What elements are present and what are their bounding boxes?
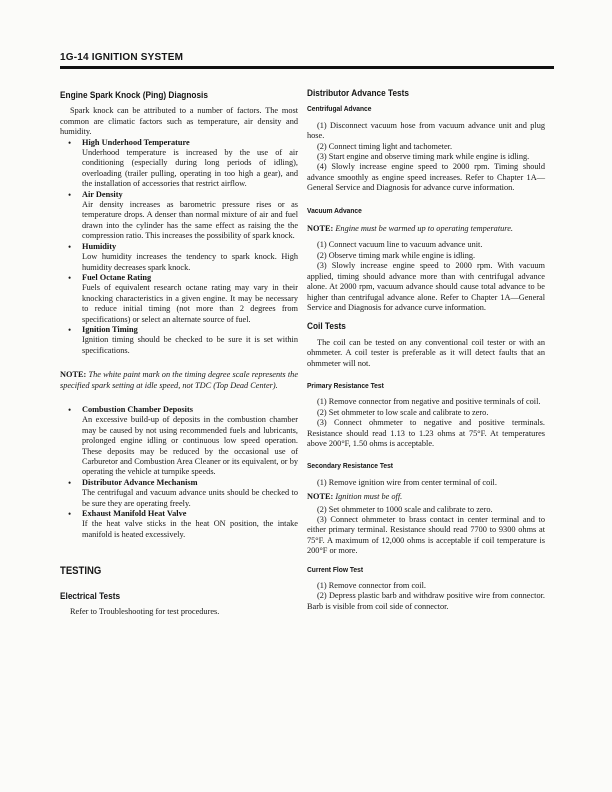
right-column	[307, 84, 545, 612]
timing-note	[60, 370, 298, 391]
electrical-tests-text: Refer to Troubleshooting for test procedures.	[70, 607, 220, 617]
vacuum-step: (3) Slowly increase engine speed to 2000 rpm. With vacuum applied, timing should advance more than with centrifugal advance alone. At 2000 rpm, vacuum advance should cause total advance to be higher than centrifugal advance alone. Refer to Chapter 1A—General Service and Diagnosis for advance curve information.	[307, 261, 545, 312]
list-item-text: The centrifugal and vacuum advance units should be checked to be sure they are operating freely.	[82, 488, 298, 508]
secondary-step: (2) Set ohmmeter to 1000 scale and calibrate to zero.	[317, 504, 493, 514]
list-item	[60, 405, 298, 478]
note-text: Engine must be warmed up to operating temperature.	[335, 224, 513, 234]
list-item-title: • Distributor Advance Mechanism	[82, 477, 198, 487]
list-item-text: Ignition timing should be checked to be sure it is set within specifications.	[82, 335, 298, 355]
centrifugal-step: (4) Slowly increase engine speed to 2000 rpm. Timing should advance smoothly as engine speed increases. Refer to Chapter 1A—General Service and Diagnosis for advance curve information.	[307, 162, 545, 193]
note-text: Ignition must be off.	[335, 492, 403, 502]
primary-resistance-heading: Primary Resistance Test	[307, 380, 384, 390]
testing-heading: TESTING	[60, 565, 102, 578]
vacuum-note	[307, 224, 545, 234]
note-label: NOTE:	[60, 370, 87, 380]
list-item	[60, 509, 298, 540]
left-column	[60, 84, 298, 617]
header-rule	[60, 66, 554, 69]
secondary-step: (3) Connect ohmmeter to brass contact in center terminal and to either primary terminal. Resistance should read 7700 to 9300 ohms at 75°F. A maximum of 12,000 ohms is acceptable if coil temperature is 200°F or more.	[307, 515, 545, 556]
list-item	[60, 242, 298, 273]
list-item-text: If the heat valve sticks in the heat ON position, the intake manifold is heated excessively.	[82, 519, 298, 539]
list-item-title: • Combustion Chamber Deposits	[82, 404, 193, 414]
primary-step: (1) Remove connector from negative and positive terminals of coil.	[317, 397, 541, 407]
knock-factors-list-continued	[60, 405, 298, 540]
distributor-advance-heading: Distributor Advance Tests	[307, 88, 410, 98]
spark-knock-heading: Engine Spark Knock (Ping) Diagnosis	[60, 90, 208, 100]
list-item-title: • Air Density	[82, 189, 123, 199]
current-flow-heading: Current Flow Test	[307, 564, 364, 574]
centrifugal-step: (3) Start engine and observe timing mark while engine is idling.	[317, 152, 530, 162]
list-item-title: • Exhaust Manifold Heat Valve	[82, 509, 187, 519]
note-label: NOTE:	[307, 492, 334, 502]
list-item	[60, 190, 298, 242]
vacuum-advance-heading: Vacuum Advance	[307, 205, 362, 215]
secondary-resistance-heading: Secondary Resistance Test	[307, 461, 394, 471]
list-item-title: • Fuel Octane Rating	[82, 272, 152, 282]
list-item-title: • Ignition Timing	[82, 324, 138, 334]
list-item-text: Fuels of equivalent research octane rating may vary in their knocking characteristics in a given engine. It may be necessary to reduce initial timing (not more than 2 degrees from specifications) or select an alternate source of fuel.	[82, 283, 298, 324]
current-flow-step: (2) Depress plastic barb and withdraw positive wire from connector. Barb is visible from coil side of connector.	[307, 591, 545, 611]
secondary-step: (1) Remove ignition wire from center terminal of coil.	[317, 477, 497, 487]
note-text: The white paint mark on the timing degree scale represents the specified spark setting at idle speed, not TDC (Top Dead Center).	[60, 370, 298, 390]
page-header: 1G-14 IGNITION SYSTEM	[60, 52, 184, 63]
list-item-title: • High Underhood Temperature	[82, 137, 190, 147]
primary-step: (3) Connect ohmmeter to negative and positive terminals. Resistance should read 1.13 to 1.23 ohms at 75°F. At temperatures above 200°F, 1.50 ohms is acceptable.	[307, 418, 545, 448]
list-item	[60, 273, 298, 325]
centrifugal-step: (1) Disconnect vacuum hose from vacuum advance unit and plug hose.	[307, 120, 545, 141]
knock-factors-list	[60, 138, 298, 357]
list-item-text: Air density increases as barometric pressure rises or as temperature drops. A denser than normal mixture of air and fuel drawn into the cylinder has the same effect as raising the the compression ratio. This increases the possibility of spark knock.	[82, 200, 298, 241]
centrifugal-advance-heading: Centrifugal Advance	[307, 104, 372, 114]
vacuum-step: (2) Observe timing mark while engine is idling.	[317, 250, 476, 260]
list-item-title: • Humidity	[82, 241, 117, 251]
coil-tests-heading: Coil Tests	[307, 321, 346, 332]
electrical-tests-heading: Electrical Tests	[60, 590, 121, 601]
current-flow-step: (1) Remove connector from coil.	[317, 581, 426, 591]
list-item	[60, 138, 298, 190]
list-item	[60, 325, 298, 356]
centrifugal-step: (2) Connect timing light and tachometer.	[317, 141, 453, 151]
list-item-text: Underhood temperature is increased by the use of air conditioning (especially during long periods of idling), overloading (trailer pulling, operating in too high a gear), and the installation of accessories that restrict airflow.	[82, 148, 298, 189]
vacuum-step: (1) Connect vacuum line to vacuum advance unit.	[317, 240, 483, 250]
list-item-text: An excessive build-up of deposits in the combustion chamber may be caused by not using recommended fuels and lubricants, prolonged engine idling or continuous low speed operation. These deposits may be reduced by the occasional use of Carburetor and Combustion Area Cleaner or its equivalent, or by operating the vehicle at turnpike speeds.	[82, 415, 298, 477]
coil-tests-intro: The coil can be tested on any conventional coil tester or with an ohmmeter. A coil tester is preferable as it will detect faults that an ohmmeter will not.	[307, 337, 545, 368]
primary-step: (2) Set ohmmeter to low scale and calibrate to zero.	[317, 407, 489, 417]
spark-knock-intro: Spark knock can be attributed to a number of factors. The most common are climatic factors such as temperature, air density and humidity.	[60, 106, 298, 137]
list-item	[60, 478, 298, 509]
secondary-note	[307, 492, 545, 502]
list-item-text: Low humidity increases the tendency to spark knock. High humidity decreases spark knock.	[82, 252, 298, 272]
note-label: NOTE:	[307, 224, 334, 234]
